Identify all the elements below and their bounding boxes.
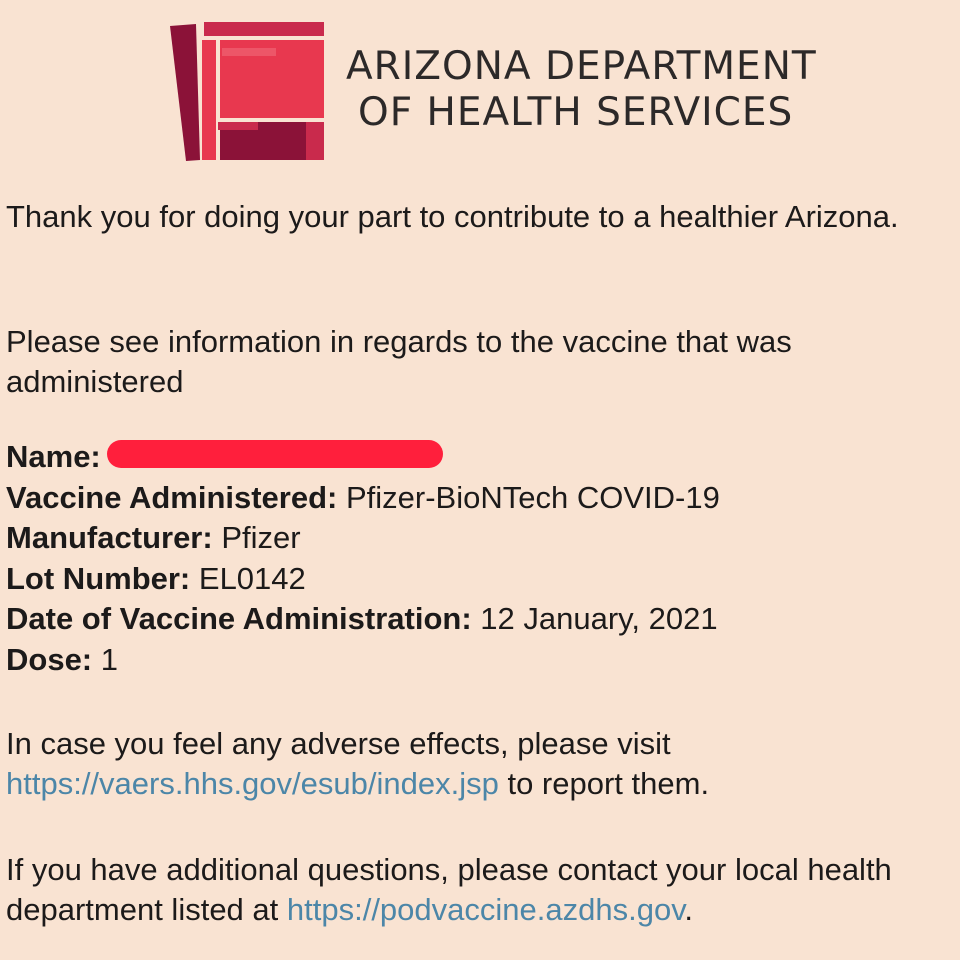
dose-value: 1	[100, 641, 119, 677]
info-text: Please see information in regards to the vaccine that was administered	[6, 324, 792, 399]
vaers-link[interactable]: https://vaers.hhs.gov/esub/index.jsp	[6, 766, 499, 801]
adverse-text-before: In case you feel any adverse effects, please visit	[6, 726, 671, 761]
adverse-effects-text	[6, 724, 946, 804]
date-label: Date of Vaccine Administration:	[6, 601, 472, 636]
date-row	[6, 599, 946, 640]
thanks-text: Thank you for doing your part to contribute to a healthier Arizona.	[6, 199, 899, 234]
vaccine-row	[6, 478, 946, 519]
vaccine-record	[6, 437, 946, 680]
lot-value: EL0142	[198, 560, 306, 596]
contact-text-before: If you have additional questions, please contact your local health department listed at	[6, 852, 892, 927]
podvaccine-link[interactable]: https://podvaccine.azdhs.gov	[286, 892, 685, 927]
org-name	[346, 44, 817, 136]
dose-label: Dose:	[6, 641, 93, 677]
name-label: Name:	[6, 439, 101, 474]
date-value: 12 January, 2021	[480, 601, 718, 636]
redaction-mark	[107, 440, 443, 468]
manufacturer-row	[6, 518, 946, 559]
org-name-line1: ARIZONA DEPARTMENT	[346, 44, 817, 89]
org-name-line2: OF HEALTH SERVICES	[358, 90, 794, 135]
dose-row	[6, 640, 946, 681]
vaccine-label: Vaccine Administered:	[6, 479, 338, 515]
vaccine-value: Pfizer-BioNTech COVID-19	[345, 479, 720, 515]
contact-text	[6, 850, 946, 930]
adverse-text-after: to report them.	[507, 766, 710, 801]
manufacturer-value: Pfizer	[221, 520, 301, 555]
lot-label: Lot Number:	[6, 560, 191, 596]
adhs-logo-icon	[166, 18, 326, 163]
lot-row	[6, 559, 946, 600]
manufacturer-label: Manufacturer:	[6, 520, 213, 555]
name-row	[6, 437, 946, 478]
contact-text-after: .	[684, 892, 694, 927]
